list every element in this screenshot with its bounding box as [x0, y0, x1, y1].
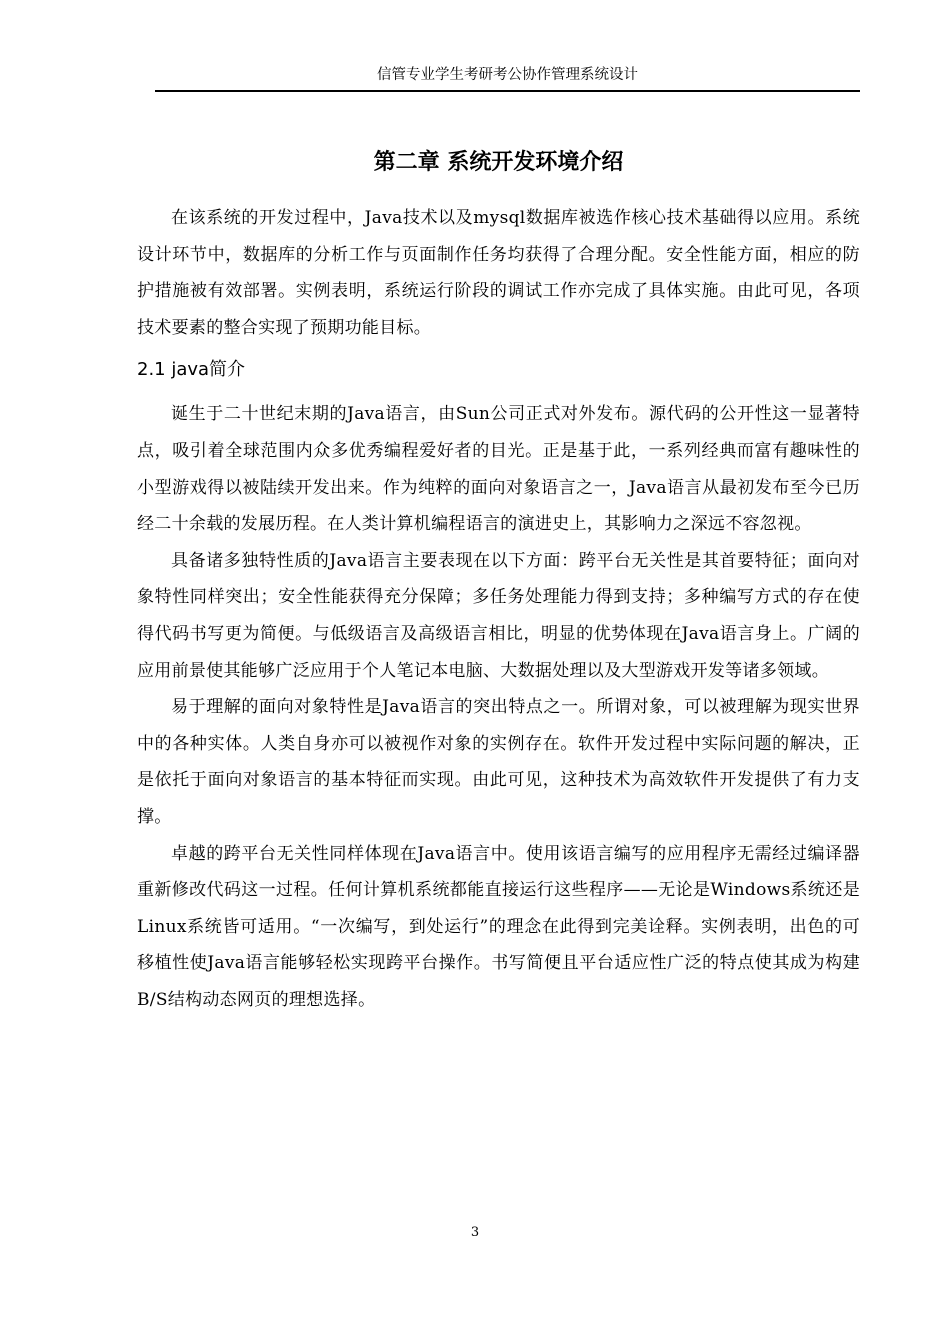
chapter-intro-paragraph: 在该系统的开发过程中，Java技术以及mysql数据库被选作核心技术基础得以应用。系统设计环节中，数据库的分析工作与页面制作任务均获得了合理分配。安全性能方面，相应的防护措施被有效部署。实例表明，系统运行阶段的调试工作亦完成了具体实施。由此可见，各项技术要素的整合实现了预期功能目标。 — [137, 208, 860, 338]
page-body — [137, 200, 860, 1018]
page-number: 3 — [470, 1225, 480, 1240]
body-paragraph: 易于理解的面向对象特性是Java语言的突出特点之一。所谓对象，可以被理解为现实世界中的各种实体。人类自身亦可以被视作对象的实例存在。软件开发过程中实际问题的解决，正是依托于面向对象语言的基本特征而实现。由此可见，这种技术为高效软件开发提供了有力支撑。 — [137, 697, 860, 827]
chapter-title: 第二章 系统开发环境介绍 — [373, 150, 624, 175]
body-paragraph: 具备诸多独特性质的Java语言主要表现在以下方面：跨平台无关性是其首要特征；面向对象特性同样突出；安全性能获得充分保障；多任务处理能力得到支持；多种编写方式的存在使得代码书写更为简便。与低级语言及高级语言相比，明显的优势体现在Java语言身上。广阔的应用前景使其能够广泛应用于个人笔记本电脑、大数据处理以及大型游戏开发等诸多领域。 — [137, 550, 860, 681]
running-header: 信管专业学生考研考公协作管理系统设计 — [155, 62, 860, 92]
body-paragraph: 卓越的跨平台无关性同样体现在Java语言中。使用该语言编写的应用程序无需经过编译器重新修改代码这一过程。任何计算机系统都能直接运行这些程序——无论是Windows系统还是Linux系统皆可适用。“一次编写，到处运行”的理念在此得到完美诠释。实例表明，出色的可移植性使Java语言能够轻松实现跨平台操作。书写简便且平台适应性广泛的特点使其成为构建B/S结构动态网页的理想选择。 — [137, 843, 860, 1010]
section-heading: 2.1 java简介 — [137, 359, 246, 381]
body-paragraph: 诞生于二十世纪末期的Java语言，由Sun公司正式对外发布。源代码的公开性这一显著特点，吸引着全球范围内众多优秀编程爱好者的目光。正是基于此，一系列经典而富有趣味性的小型游戏得以被陆续开发出来。作为纯粹的面向对象语言之一，Java语言从最初发布至今已历经二十余载的发展历程。在人类计算机编程语言的演进史上，其影响力之深远不容忽视。 — [137, 404, 860, 535]
